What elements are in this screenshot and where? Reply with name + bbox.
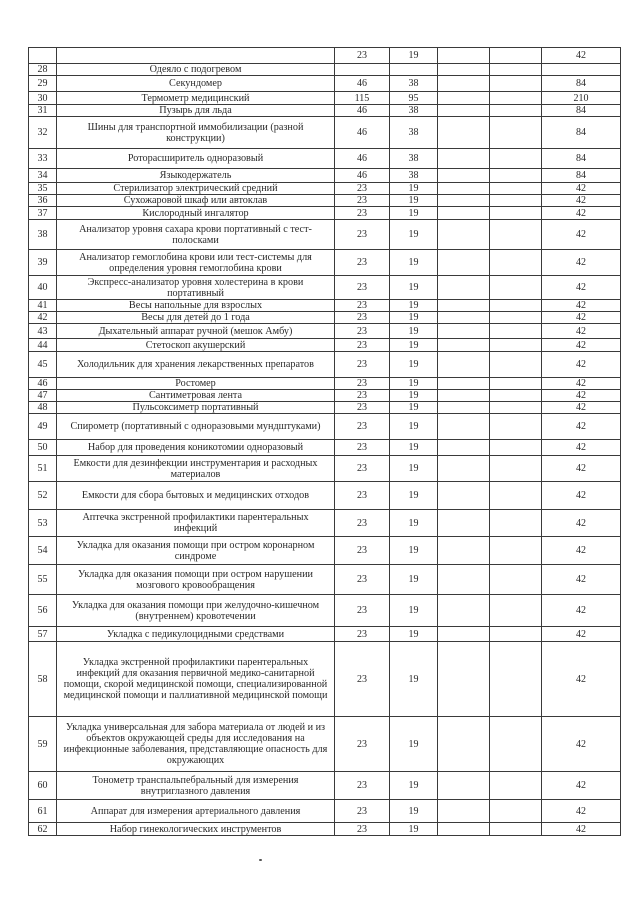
quantity-b: 19 bbox=[390, 482, 438, 510]
quantity-a: 46 bbox=[335, 117, 390, 149]
item-name: Пульсоксиметр портативный bbox=[57, 402, 335, 414]
item-name: Укладка экстренной профилактики парентеральных инфекций для оказания первичной медико-санитарной помощи, скорой медицинской помощи, специализированной медицинской помощи и паллиативной медицинской помощи bbox=[57, 642, 335, 717]
quantity-total: 42 bbox=[542, 414, 621, 440]
row-number: 47 bbox=[29, 390, 57, 402]
quantity-total: 42 bbox=[542, 207, 621, 220]
item-name: Шины для транспортной иммобилизации (разной конструкции) bbox=[57, 117, 335, 149]
table-row bbox=[29, 339, 621, 352]
row-number: 31 bbox=[29, 105, 57, 117]
empty-cell bbox=[438, 105, 490, 117]
quantity-a: 23 bbox=[335, 717, 390, 772]
item-name: Секундомер bbox=[57, 76, 335, 92]
empty-cell bbox=[438, 300, 490, 312]
item-name: Набор гинекологических инструментов bbox=[57, 823, 335, 836]
item-name: Емкости для дезинфекции инструментария и расходных материалов bbox=[57, 456, 335, 482]
quantity-b: 38 bbox=[390, 105, 438, 117]
row-number: 30 bbox=[29, 92, 57, 105]
item-name: Укладка для оказания помощи при желудочно-кишечном (внутреннем) кровотечении bbox=[57, 595, 335, 627]
quantity-a: 23 bbox=[335, 456, 390, 482]
empty-cell bbox=[438, 195, 490, 207]
quantity-b: 19 bbox=[390, 312, 438, 324]
table-body bbox=[29, 48, 621, 836]
quantity-total: 42 bbox=[542, 456, 621, 482]
item-name: Языкодержатель bbox=[57, 169, 335, 183]
table-row bbox=[29, 195, 621, 207]
quantity-total: 84 bbox=[542, 105, 621, 117]
table-row bbox=[29, 48, 621, 64]
empty-cell bbox=[438, 149, 490, 169]
empty-cell bbox=[490, 390, 542, 402]
empty-cell bbox=[490, 324, 542, 339]
empty-cell bbox=[490, 64, 542, 76]
empty-cell bbox=[490, 642, 542, 717]
quantity-total: 84 bbox=[542, 149, 621, 169]
empty-cell bbox=[490, 207, 542, 220]
row-number: 37 bbox=[29, 207, 57, 220]
quantity-b: 19 bbox=[390, 800, 438, 823]
quantity-total: 42 bbox=[542, 823, 621, 836]
quantity-b: 19 bbox=[390, 823, 438, 836]
quantity-total: 42 bbox=[542, 220, 621, 250]
quantity-total: 42 bbox=[542, 565, 621, 595]
empty-cell bbox=[438, 169, 490, 183]
empty-cell bbox=[438, 772, 490, 800]
table-row bbox=[29, 169, 621, 183]
empty-cell bbox=[490, 300, 542, 312]
row-number: 58 bbox=[29, 642, 57, 717]
empty-cell bbox=[438, 482, 490, 510]
empty-cell bbox=[438, 414, 490, 440]
empty-cell bbox=[438, 324, 490, 339]
row-number bbox=[29, 48, 57, 64]
table-row bbox=[29, 565, 621, 595]
quantity-b: 19 bbox=[390, 627, 438, 642]
quantity-a: 23 bbox=[335, 250, 390, 276]
empty-cell bbox=[438, 64, 490, 76]
quantity-a: 23 bbox=[335, 312, 390, 324]
table-row bbox=[29, 92, 621, 105]
empty-cell bbox=[490, 339, 542, 352]
table-row bbox=[29, 823, 621, 836]
empty-cell bbox=[490, 250, 542, 276]
quantity-a: 23 bbox=[335, 300, 390, 312]
item-name: Анализатор гемоглобина крови или тест-системы для определения уровня гемоглобина крови bbox=[57, 250, 335, 276]
item-name: Набор для проведения коникотомии одноразовый bbox=[57, 440, 335, 456]
row-number: 56 bbox=[29, 595, 57, 627]
row-number: 49 bbox=[29, 414, 57, 440]
quantity-a: 23 bbox=[335, 195, 390, 207]
item-name: Ростомер bbox=[57, 378, 335, 390]
empty-cell bbox=[490, 440, 542, 456]
table-row bbox=[29, 440, 621, 456]
quantity-total: 42 bbox=[542, 312, 621, 324]
table-row bbox=[29, 207, 621, 220]
empty-cell bbox=[438, 717, 490, 772]
empty-cell bbox=[438, 537, 490, 565]
empty-cell bbox=[438, 76, 490, 92]
quantity-b: 38 bbox=[390, 117, 438, 149]
empty-cell bbox=[438, 339, 490, 352]
quantity-total: 42 bbox=[542, 48, 621, 64]
quantity-total: 42 bbox=[542, 595, 621, 627]
item-name: Аптечка экстренной профилактики парентеральных инфекций bbox=[57, 510, 335, 537]
empty-cell bbox=[490, 149, 542, 169]
row-number: 44 bbox=[29, 339, 57, 352]
row-number: 32 bbox=[29, 117, 57, 149]
row-number: 38 bbox=[29, 220, 57, 250]
quantity-total: 42 bbox=[542, 324, 621, 339]
quantity-total: 210 bbox=[542, 92, 621, 105]
quantity-a: 46 bbox=[335, 149, 390, 169]
row-number: 33 bbox=[29, 149, 57, 169]
quantity-a: 23 bbox=[335, 48, 390, 64]
item-name: Укладка универсальная для забора материала от людей и из объектов окружающей среды для исследования на инфекционные заболевания, представляющие опасность для окружающих bbox=[57, 717, 335, 772]
quantity-b: 19 bbox=[390, 352, 438, 378]
row-number: 36 bbox=[29, 195, 57, 207]
quantity-b: 19 bbox=[390, 565, 438, 595]
row-number: 61 bbox=[29, 800, 57, 823]
empty-cell bbox=[490, 92, 542, 105]
row-number: 39 bbox=[29, 250, 57, 276]
row-number: 43 bbox=[29, 324, 57, 339]
quantity-total: 42 bbox=[542, 772, 621, 800]
quantity-a: 23 bbox=[335, 276, 390, 300]
row-number: 42 bbox=[29, 312, 57, 324]
item-name: Укладка с педикулоцидными средствами bbox=[57, 627, 335, 642]
table-row bbox=[29, 117, 621, 149]
empty-cell bbox=[438, 595, 490, 627]
quantity-total: 42 bbox=[542, 717, 621, 772]
empty-cell bbox=[438, 565, 490, 595]
quantity-a: 23 bbox=[335, 510, 390, 537]
item-name: Кислородный ингалятор bbox=[57, 207, 335, 220]
empty-cell bbox=[490, 117, 542, 149]
quantity-b: 19 bbox=[390, 414, 438, 440]
item-name: Емкости для сбора бытовых и медицинских отходов bbox=[57, 482, 335, 510]
table-row bbox=[29, 414, 621, 440]
item-name: Пузырь для льда bbox=[57, 105, 335, 117]
quantity-a: 46 bbox=[335, 169, 390, 183]
quantity-b: 19 bbox=[390, 324, 438, 339]
row-number: 45 bbox=[29, 352, 57, 378]
table-row bbox=[29, 276, 621, 300]
quantity-total: 42 bbox=[542, 339, 621, 352]
empty-cell bbox=[438, 800, 490, 823]
quantity-b: 19 bbox=[390, 339, 438, 352]
table-row bbox=[29, 642, 621, 717]
empty-cell bbox=[490, 772, 542, 800]
quantity-total: 42 bbox=[542, 195, 621, 207]
quantity-b: 19 bbox=[390, 183, 438, 195]
empty-cell bbox=[438, 117, 490, 149]
row-number: 52 bbox=[29, 482, 57, 510]
item-name: Сантиметровая лента bbox=[57, 390, 335, 402]
quantity-a: 23 bbox=[335, 220, 390, 250]
table-row bbox=[29, 324, 621, 339]
empty-cell bbox=[438, 48, 490, 64]
item-name: Одеяло с подогревом bbox=[57, 64, 335, 76]
row-number: 48 bbox=[29, 402, 57, 414]
quantity-a: 46 bbox=[335, 105, 390, 117]
quantity-a: 23 bbox=[335, 352, 390, 378]
quantity-b: 19 bbox=[390, 595, 438, 627]
quantity-b: 19 bbox=[390, 717, 438, 772]
empty-cell bbox=[438, 440, 490, 456]
item-name: Стетоскоп акушерский bbox=[57, 339, 335, 352]
quantity-b: 19 bbox=[390, 300, 438, 312]
quantity-b: 19 bbox=[390, 772, 438, 800]
quantity-b bbox=[390, 64, 438, 76]
quantity-total: 42 bbox=[542, 276, 621, 300]
empty-cell bbox=[490, 800, 542, 823]
quantity-total: 42 bbox=[542, 300, 621, 312]
quantity-a: 115 bbox=[335, 92, 390, 105]
quantity-total: 42 bbox=[542, 800, 621, 823]
quantity-b: 19 bbox=[390, 378, 438, 390]
row-number: 34 bbox=[29, 169, 57, 183]
table-row bbox=[29, 64, 621, 76]
quantity-a: 23 bbox=[335, 339, 390, 352]
empty-cell bbox=[490, 312, 542, 324]
quantity-a: 23 bbox=[335, 642, 390, 717]
empty-cell bbox=[490, 48, 542, 64]
quantity-b: 19 bbox=[390, 642, 438, 717]
table-row bbox=[29, 595, 621, 627]
quantity-a: 23 bbox=[335, 565, 390, 595]
empty-cell bbox=[438, 92, 490, 105]
empty-cell bbox=[490, 510, 542, 537]
empty-cell bbox=[490, 352, 542, 378]
quantity-total bbox=[542, 64, 621, 76]
quantity-a: 23 bbox=[335, 482, 390, 510]
quantity-total: 42 bbox=[542, 440, 621, 456]
quantity-a: 23 bbox=[335, 390, 390, 402]
quantity-total: 42 bbox=[542, 183, 621, 195]
quantity-a: 23 bbox=[335, 627, 390, 642]
quantity-a: 23 bbox=[335, 800, 390, 823]
quantity-b: 38 bbox=[390, 76, 438, 92]
quantity-b: 19 bbox=[390, 440, 438, 456]
table-row bbox=[29, 402, 621, 414]
table-row bbox=[29, 312, 621, 324]
row-number: 28 bbox=[29, 64, 57, 76]
quantity-total: 84 bbox=[542, 169, 621, 183]
row-number: 55 bbox=[29, 565, 57, 595]
empty-cell bbox=[490, 823, 542, 836]
quantity-b: 19 bbox=[390, 402, 438, 414]
empty-cell bbox=[490, 627, 542, 642]
row-number: 46 bbox=[29, 378, 57, 390]
quantity-a: 23 bbox=[335, 402, 390, 414]
quantity-total: 42 bbox=[542, 510, 621, 537]
empty-cell bbox=[438, 220, 490, 250]
quantity-total: 42 bbox=[542, 642, 621, 717]
quantity-b: 19 bbox=[390, 250, 438, 276]
quantity-total: 42 bbox=[542, 537, 621, 565]
quantity-total: 42 bbox=[542, 402, 621, 414]
quantity-b: 19 bbox=[390, 510, 438, 537]
quantity-total: 42 bbox=[542, 390, 621, 402]
quantity-b: 19 bbox=[390, 48, 438, 64]
quantity-a bbox=[335, 64, 390, 76]
empty-cell bbox=[490, 105, 542, 117]
row-number: 41 bbox=[29, 300, 57, 312]
item-name: Термометр медицинский bbox=[57, 92, 335, 105]
empty-cell bbox=[438, 250, 490, 276]
empty-cell bbox=[438, 207, 490, 220]
empty-cell bbox=[438, 378, 490, 390]
item-name: Экспресс-анализатор уровня холестерина в крови портативный bbox=[57, 276, 335, 300]
table-row bbox=[29, 300, 621, 312]
table-row bbox=[29, 220, 621, 250]
item-name: Сухожаровой шкаф или автоклав bbox=[57, 195, 335, 207]
empty-cell bbox=[490, 456, 542, 482]
empty-cell bbox=[490, 276, 542, 300]
quantity-b: 19 bbox=[390, 456, 438, 482]
empty-cell bbox=[490, 717, 542, 772]
quantity-total: 42 bbox=[542, 250, 621, 276]
item-name: Холодильник для хранения лекарственных препаратов bbox=[57, 352, 335, 378]
empty-cell bbox=[490, 595, 542, 627]
quantity-a: 23 bbox=[335, 440, 390, 456]
empty-cell bbox=[490, 183, 542, 195]
quantity-b: 38 bbox=[390, 149, 438, 169]
empty-cell bbox=[438, 390, 490, 402]
empty-cell bbox=[438, 183, 490, 195]
row-number: 40 bbox=[29, 276, 57, 300]
quantity-b: 19 bbox=[390, 276, 438, 300]
quantity-total: 42 bbox=[542, 352, 621, 378]
table-row bbox=[29, 352, 621, 378]
quantity-total: 42 bbox=[542, 482, 621, 510]
quantity-a: 46 bbox=[335, 76, 390, 92]
quantity-a: 23 bbox=[335, 414, 390, 440]
item-name: Весы напольные для взрослых bbox=[57, 300, 335, 312]
quantity-total: 84 bbox=[542, 117, 621, 149]
empty-cell bbox=[490, 76, 542, 92]
quantity-b: 19 bbox=[390, 220, 438, 250]
quantity-total: 42 bbox=[542, 627, 621, 642]
quantity-total: 84 bbox=[542, 76, 621, 92]
quantity-b: 38 bbox=[390, 169, 438, 183]
table-row bbox=[29, 510, 621, 537]
empty-cell bbox=[438, 456, 490, 482]
quantity-b: 19 bbox=[390, 207, 438, 220]
quantity-a: 23 bbox=[335, 324, 390, 339]
table-row bbox=[29, 183, 621, 195]
table-row bbox=[29, 390, 621, 402]
quantity-a: 23 bbox=[335, 595, 390, 627]
table-row bbox=[29, 772, 621, 800]
empty-cell bbox=[490, 537, 542, 565]
item-name: Анализатор уровня сахара крови портативный с тест-полосками bbox=[57, 220, 335, 250]
empty-cell bbox=[438, 276, 490, 300]
empty-cell bbox=[438, 510, 490, 537]
quantity-a: 23 bbox=[335, 772, 390, 800]
empty-cell bbox=[490, 220, 542, 250]
table-row bbox=[29, 482, 621, 510]
row-number: 50 bbox=[29, 440, 57, 456]
row-number: 53 bbox=[29, 510, 57, 537]
empty-cell bbox=[438, 823, 490, 836]
table-row bbox=[29, 76, 621, 92]
empty-cell bbox=[490, 169, 542, 183]
empty-cell bbox=[490, 195, 542, 207]
empty-cell bbox=[490, 402, 542, 414]
quantity-a: 23 bbox=[335, 537, 390, 565]
quantity-b: 19 bbox=[390, 195, 438, 207]
empty-cell bbox=[438, 312, 490, 324]
row-number: 62 bbox=[29, 823, 57, 836]
table-row bbox=[29, 378, 621, 390]
item-name bbox=[57, 48, 335, 64]
item-name: Роторасширитель одноразовый bbox=[57, 149, 335, 169]
item-name: Укладка для оказания помощи при остром нарушении мозгового кровообращения bbox=[57, 565, 335, 595]
table-row bbox=[29, 800, 621, 823]
empty-cell bbox=[438, 402, 490, 414]
quantity-a: 23 bbox=[335, 183, 390, 195]
quantity-a: 23 bbox=[335, 207, 390, 220]
item-name: Спирометр (портативный с одноразовыми мундштуками) bbox=[57, 414, 335, 440]
table-row bbox=[29, 149, 621, 169]
item-name: Укладка для оказания помощи при остром коронарном синдроме bbox=[57, 537, 335, 565]
row-number: 59 bbox=[29, 717, 57, 772]
empty-cell bbox=[438, 642, 490, 717]
quantity-b: 19 bbox=[390, 390, 438, 402]
item-name: Стерилизатор электрический средний bbox=[57, 183, 335, 195]
row-number: 54 bbox=[29, 537, 57, 565]
table-row bbox=[29, 250, 621, 276]
quantity-a: 23 bbox=[335, 378, 390, 390]
item-name: Весы для детей до 1 года bbox=[57, 312, 335, 324]
item-name: Тонометр транспальпебральный для измерения внутриглазного давления bbox=[57, 772, 335, 800]
row-number: 60 bbox=[29, 772, 57, 800]
row-number: 57 bbox=[29, 627, 57, 642]
table-row bbox=[29, 627, 621, 642]
item-name: Аппарат для измерения артериального давления bbox=[57, 800, 335, 823]
empty-cell bbox=[438, 627, 490, 642]
scan-speck bbox=[259, 859, 262, 861]
row-number: 51 bbox=[29, 456, 57, 482]
equipment-table bbox=[28, 47, 621, 836]
table-row bbox=[29, 717, 621, 772]
empty-cell bbox=[438, 352, 490, 378]
table-row bbox=[29, 537, 621, 565]
quantity-b: 19 bbox=[390, 537, 438, 565]
table-row bbox=[29, 456, 621, 482]
item-name: Дыхательный аппарат ручной (мешок Амбу) bbox=[57, 324, 335, 339]
table-row bbox=[29, 105, 621, 117]
empty-cell bbox=[490, 482, 542, 510]
empty-cell bbox=[490, 414, 542, 440]
quantity-total: 42 bbox=[542, 378, 621, 390]
empty-cell bbox=[490, 378, 542, 390]
row-number: 35 bbox=[29, 183, 57, 195]
empty-cell bbox=[490, 565, 542, 595]
quantity-b: 95 bbox=[390, 92, 438, 105]
row-number: 29 bbox=[29, 76, 57, 92]
quantity-a: 23 bbox=[335, 823, 390, 836]
